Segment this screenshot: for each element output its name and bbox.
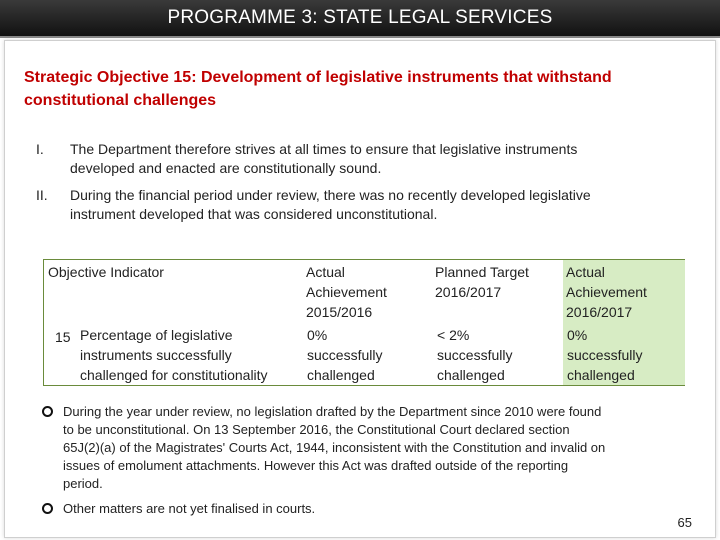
cell-line: successfully [567,347,643,363]
header-line: Actual [566,264,605,280]
text-line: issues of emolument attachments. However this Act was drafted outside of the reporting [63,458,569,473]
text-line: The Department therefore strives at all times to ensure that legislative instruments [70,141,578,157]
roman-numeral: I. [36,141,44,157]
text-line: developed and enacted are constitutionally sound. [70,160,382,176]
actual-2016-value [567,325,642,385]
text-line: During the year under review, no legislation drafted by the Department since 2010 were found [63,404,602,419]
strategic-objective-title [24,66,704,112]
ring-bullet-icon [42,503,53,514]
text-line: 65J(2)(a) of the Magistrates' Courts Act, 1944, inconsistent with the Constitution and invalid on [63,440,606,455]
bullet-text [63,500,691,518]
actual-2015-value [307,325,382,385]
page-title: PROGRAMME 3: STATE LEGAL SERVICES [167,7,553,28]
text-line: period. [63,476,103,491]
objective-title-line: Strategic Objective 15: Development of legislative instruments that withstand [24,69,612,86]
cell-line: challenged for constitutionality [80,367,268,383]
cell-line: challenged [307,367,375,383]
indicator-table [43,259,685,386]
header-line: 2015/2016 [306,304,373,320]
text-line: During the financial period under review, there was no recently developed legislative [70,187,591,203]
row-number: 15 [55,329,71,345]
header-actual-2015 [306,262,387,322]
cell-line: 0% [307,327,328,343]
roman-item-text [70,140,706,178]
header-line: 2016/2017 [566,304,633,320]
bullet-text [63,403,691,493]
cell-line: challenged [437,367,505,383]
ring-bullet-icon [42,406,53,417]
text-line: Other matters are not yet finalised in courts. [63,501,316,516]
header-bar [0,0,720,38]
header-line: Achievement [566,284,647,300]
header-objective-indicator: Objective Indicator [48,264,164,280]
text-line: instrument developed that was considered unconstitutional. [70,206,438,222]
roman-numeral: II. [36,187,48,203]
header-actual-2016 [566,262,647,322]
cell-line: challenged [567,367,635,383]
cell-line: instruments successfully [80,347,232,363]
header-planned-target [435,262,529,302]
cell-line: Percentage of legislative [80,327,233,343]
cell-line: successfully [307,347,383,363]
cell-line: 0% [567,327,588,343]
objective-title-line: constitutional challenges [24,92,217,109]
header-line: Planned Target [435,264,529,280]
header-line: 2016/2017 [435,284,502,300]
header-line: Actual [306,264,345,280]
cell-line: successfully [437,347,513,363]
cell-line: < 2% [437,327,470,343]
planned-target-value [437,325,512,385]
text-line: to be unconstitutional. On 13 September 2016, the Constitutional Court declared section [63,422,570,437]
page-number: 65 [677,515,692,530]
indicator-text [80,325,268,385]
header-line: Achievement [306,284,387,300]
roman-item-text [70,186,706,224]
